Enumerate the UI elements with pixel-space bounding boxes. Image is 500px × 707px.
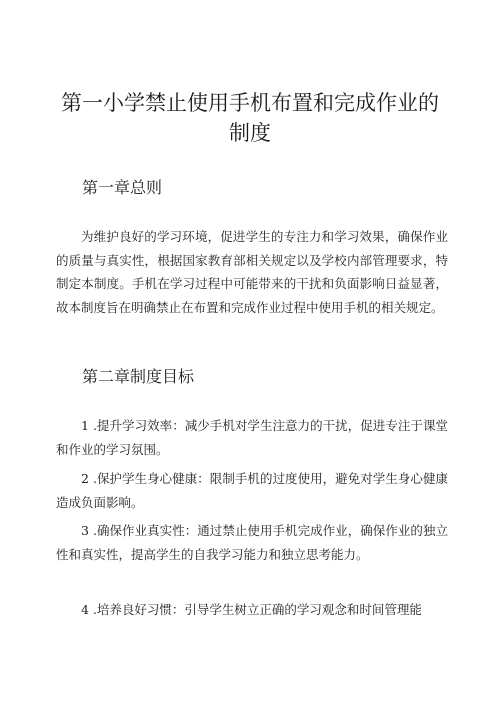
document-title-line-2: 制度 — [229, 121, 271, 145]
list-item-text: .提升学习效率：减少手机对学生注意力的干扰，促进专注于课堂和作业的学习氛围。 — [56, 418, 448, 457]
chapter-1-paragraph: 为维护良好的学习环境，促进学生的专注力和学习效果，确保作业的质量与真实性，根据国家教育部相关规定以及学校内部管理要求，特制定本制度。手机在学习过程中可能带来的干扰和负面影响日益显著，故本制度旨在明确禁止在布置和完成作业过程中使用手机的相关规定。 — [56, 229, 448, 315]
document-title-line-1: 第一小学禁止使用手机布置和完成作业的 — [61, 91, 439, 115]
list-item-text: .保护学生身心健康：限制手机的过度使用，避免对学生身心健康造成负面影响。 — [56, 471, 448, 510]
chapter-2-heading: 第二章制度目标 — [82, 367, 195, 386]
list-item-text: .培养良好习惯：引导学生树立正确的学习观念和时间管理能 — [92, 602, 422, 617]
list-item — [56, 519, 448, 566]
list-item — [56, 467, 448, 514]
document-title — [60, 88, 440, 148]
list-item — [56, 414, 448, 461]
list-item-number: 4 — [81, 602, 89, 617]
list-item-number: 1 — [81, 418, 89, 433]
list-item-number: 2 — [81, 471, 89, 486]
chapter-1-heading: 第一章总则 — [82, 178, 163, 197]
list-item-number: 3 — [81, 523, 89, 538]
list-item-text: .确保作业真实性：通过禁止使用手机完成作业，确保作业的独立性和真实性，提高学生的自我学习能力和独立思考能力。 — [56, 523, 448, 562]
list-item — [56, 598, 448, 622]
